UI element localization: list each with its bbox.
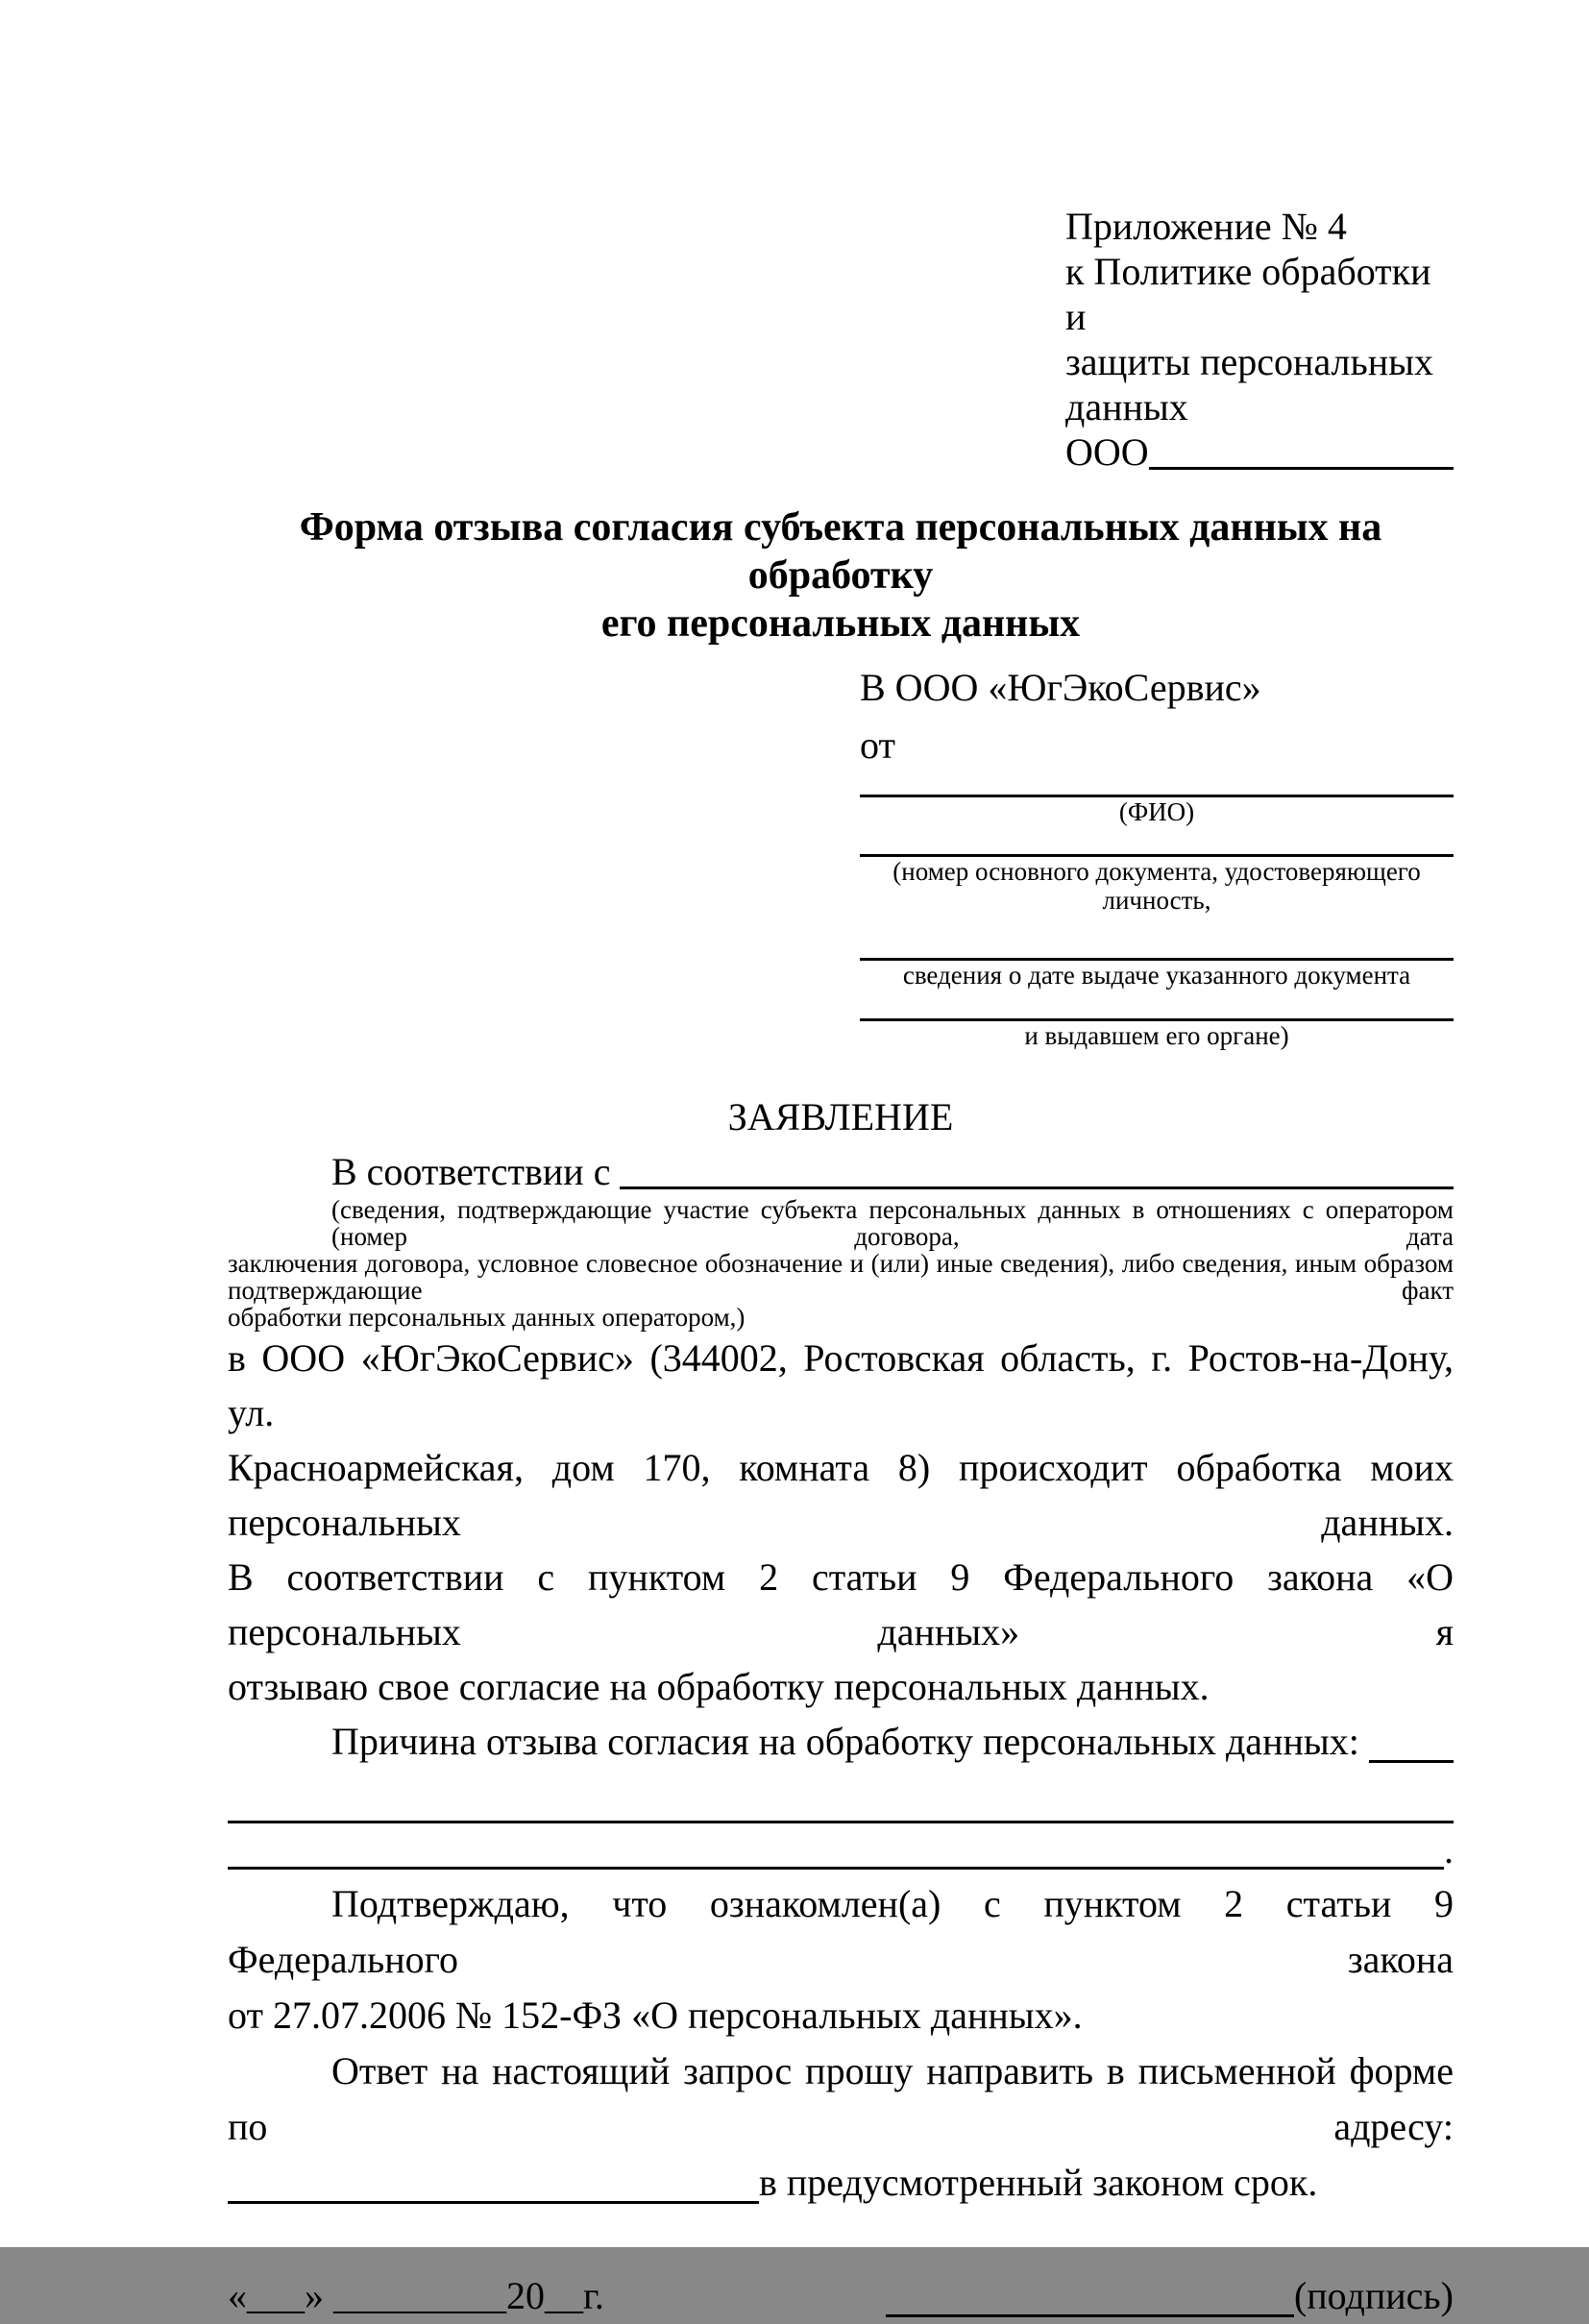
doc-caption-1: (номер основного документа, удостоверяющего личность, <box>892 857 1421 915</box>
ooo-label: ООО <box>1065 430 1149 474</box>
reason-blank-row-1 <box>228 1779 1454 1823</box>
doc-caption-2: сведения о дате выдаче указанного документа <box>902 961 1411 990</box>
fio-caption: (ФИО) <box>1118 797 1195 826</box>
address-blank-line <box>228 2155 759 2204</box>
body-paragraph <box>228 1331 1454 1714</box>
footer-row <box>228 2268 1454 2324</box>
page-title-line-1: Форма отзыва согласия субъекта персональных данных на обработку <box>299 505 1382 598</box>
recipient-to: В ООО «ЮгЭкоСервис» <box>860 666 1261 709</box>
document-content <box>228 204 1454 2324</box>
body-line-1: в ООО «ЮгЭкоСервис» (344002, Ростовская область, г. Ростов-на-Дону, ул. <box>228 1336 1454 1434</box>
fine-print-line-3: обработки персональных данных оператором,) <box>228 1303 746 1332</box>
ooo-blank-line <box>1149 429 1454 470</box>
date-line: «___» _________20__г. <box>228 2274 604 2317</box>
fine-print-line-2: заключения договора, условное словесное обозначение и (или) иные сведения), либо сведения, иным образом подтверждающие факт <box>228 1249 1454 1305</box>
doc-issuer-blank-line <box>860 990 1454 1021</box>
intro-lead: В соответствии с <box>331 1150 621 1193</box>
fine-print-line-1: (сведения, подтверждающие участие субъекта персональных данных в отношениях с оператором (номер договора, дата <box>331 1195 1454 1251</box>
doc-number-blank-line <box>860 826 1454 857</box>
signature-group <box>886 2268 1454 2324</box>
appendix-block <box>1065 204 1454 475</box>
intro-line <box>228 1148 1454 1196</box>
reply-tail: в предусмотренный законом срок. <box>759 2161 1318 2204</box>
intro-blank-line <box>620 1148 1454 1189</box>
page-title-line-2: его персональных данных <box>600 601 1081 646</box>
reply-line-1: Ответ на настоящий запрос прошу направить в письменной форме по адресу: <box>228 2049 1454 2148</box>
body-line-4: отзываю свое согласие на обработку персональных данных. <box>228 1665 1210 1708</box>
appendix-line-2: к Политике обработки и <box>1065 250 1431 338</box>
reason-blank-line <box>1369 1714 1454 1763</box>
body-line-2: Красноармейская, дом 170, комната 8) происходит обработка моих персональных данных. <box>228 1446 1454 1544</box>
doc-date-blank-line <box>860 915 1454 961</box>
fine-print <box>228 1196 1454 1331</box>
reason-blank-line-2 <box>228 1823 1444 1870</box>
page-title <box>228 503 1454 648</box>
reason-lead: Причина отзыва согласия на обработку персональных данных: <box>331 1720 1369 1763</box>
confirm-paragraph <box>228 1876 1454 2043</box>
doc-caption-3: и выдавшем его органе) <box>1024 1021 1289 1050</box>
confirm-line-1: Подтверждаю, что ознакомлен(а) с пунктом 2 статьи 9 Федерального закона <box>228 1882 1454 1981</box>
reason-line <box>228 1714 1454 1770</box>
appendix-line-1: Приложение № 4 <box>1065 205 1347 248</box>
reply-line-2 <box>228 2155 1454 2211</box>
recipient-block <box>860 659 1454 1050</box>
reason-terminator: . <box>1444 1828 1454 1871</box>
signature-caption: (подпись) <box>1293 2274 1454 2317</box>
fio-blank-line <box>860 774 1454 797</box>
statement-heading: ЗАЯВЛЕНИЕ <box>727 1095 954 1138</box>
appendix-ooo-line <box>1065 429 1454 475</box>
recipient-from-label: от <box>860 723 895 767</box>
signature-blank-line <box>886 2268 1294 2317</box>
appendix-line-3: защиты персональных данных <box>1065 340 1434 428</box>
body-line-3: В соответствии с пунктом 2 статьи 9 Федерального закона «О персональных данных» я <box>228 1555 1454 1653</box>
confirm-line-2: от 27.07.2006 № 152-ФЗ «О персональных данных». <box>228 1994 1083 2037</box>
reason-blank-row-2 <box>228 1823 1454 1876</box>
